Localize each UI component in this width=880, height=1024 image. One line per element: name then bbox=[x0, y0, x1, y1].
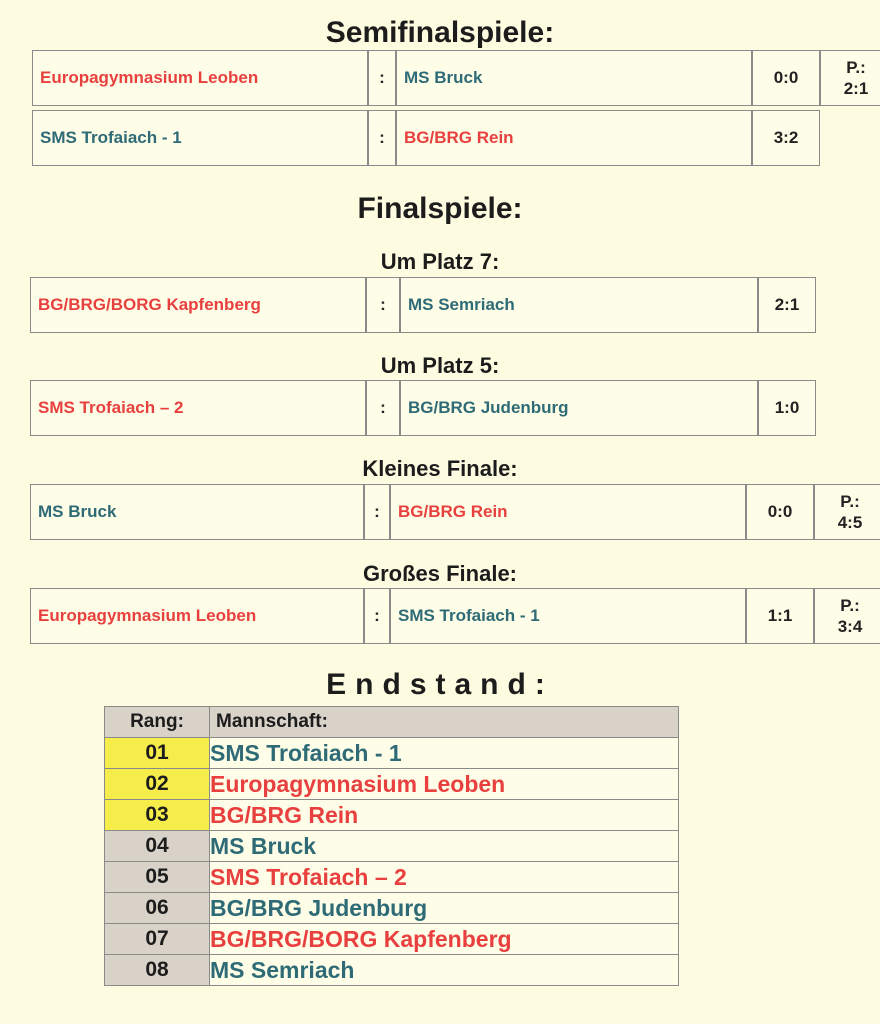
home-team: BG/BRG/BORG Kapfenberg bbox=[30, 277, 366, 333]
big-final-title: Großes Finale: bbox=[362, 561, 518, 586]
colon-separator: : bbox=[368, 110, 396, 166]
team-cell: BG/BRG Rein bbox=[210, 800, 679, 831]
team-cell: Europagymnasium Leoben bbox=[210, 769, 679, 800]
colon-separator: : bbox=[364, 484, 390, 540]
home-team: Europagymnasium Leoben bbox=[32, 50, 368, 106]
place7-match bbox=[30, 277, 800, 333]
team-column-header: Mannschaft: bbox=[210, 707, 679, 738]
rank-cell: 04 bbox=[105, 831, 210, 862]
team-cell: BG/BRG Judenburg bbox=[210, 893, 679, 924]
big-final-match bbox=[30, 588, 863, 644]
colon-separator: : bbox=[366, 380, 400, 436]
away-team: SMS Trofaiach - 1 bbox=[390, 588, 746, 644]
team-cell: BG/BRG/BORG Kapfenberg bbox=[210, 924, 679, 955]
team-cell: MS Bruck bbox=[210, 831, 679, 862]
penalty-value: 3:4 bbox=[837, 617, 863, 636]
away-team: MS Semriach bbox=[400, 277, 758, 333]
colon-separator: : bbox=[368, 50, 396, 106]
match-score: 3:2 bbox=[752, 110, 820, 166]
away-team: BG/BRG Judenburg bbox=[400, 380, 758, 436]
rank-cell: 02 bbox=[105, 769, 210, 800]
match-score: 2:1 bbox=[758, 277, 816, 333]
rank-cell: 07 bbox=[105, 924, 210, 955]
place7-title: Um Platz 7: bbox=[380, 249, 500, 274]
rank-cell: 08 bbox=[105, 955, 210, 986]
table-row bbox=[105, 862, 679, 893]
table-row bbox=[105, 831, 679, 862]
rank-cell: 03 bbox=[105, 800, 210, 831]
penalty-label: P.: bbox=[840, 596, 860, 615]
standings-header-row bbox=[105, 707, 679, 738]
semifinal-match-1 bbox=[32, 50, 869, 106]
team-cell: MS Semriach bbox=[210, 955, 679, 986]
team-cell: SMS Trofaiach – 2 bbox=[210, 862, 679, 893]
rank-column-header: Rang: bbox=[105, 707, 210, 738]
table-row bbox=[105, 769, 679, 800]
place5-match bbox=[30, 380, 800, 436]
penalty-score bbox=[820, 50, 880, 106]
rank-cell: 06 bbox=[105, 893, 210, 924]
colon-separator: : bbox=[366, 277, 400, 333]
semifinals-title: Semifinalspiele: bbox=[325, 16, 555, 49]
penalty-label: P.: bbox=[846, 58, 866, 77]
table-row bbox=[105, 893, 679, 924]
small-final-title: Kleines Finale: bbox=[362, 456, 518, 481]
home-team: Europagymnasium Leoben bbox=[30, 588, 364, 644]
table-row bbox=[105, 738, 679, 769]
rank-cell: 05 bbox=[105, 862, 210, 893]
rank-cell: 01 bbox=[105, 738, 210, 769]
standings-table bbox=[104, 706, 679, 986]
penalty-score bbox=[814, 588, 880, 644]
match-score: 1:0 bbox=[758, 380, 816, 436]
table-row bbox=[105, 800, 679, 831]
semifinal-match-2 bbox=[32, 110, 799, 166]
home-team: MS Bruck bbox=[30, 484, 364, 540]
standings-title: Endstand: bbox=[326, 668, 554, 701]
table-row bbox=[105, 955, 679, 986]
place5-title: Um Platz 5: bbox=[380, 353, 500, 378]
match-score: 0:0 bbox=[752, 50, 820, 106]
home-team: SMS Trofaiach - 1 bbox=[32, 110, 368, 166]
away-team: MS Bruck bbox=[396, 50, 752, 106]
team-cell: SMS Trofaiach - 1 bbox=[210, 738, 679, 769]
match-score: 1:1 bbox=[746, 588, 814, 644]
penalty-score bbox=[814, 484, 880, 540]
table-row bbox=[105, 924, 679, 955]
match-score: 0:0 bbox=[746, 484, 814, 540]
home-team: SMS Trofaiach – 2 bbox=[30, 380, 366, 436]
small-final-match bbox=[30, 484, 863, 540]
penalty-label: P.: bbox=[840, 492, 860, 511]
penalty-value: 4:5 bbox=[837, 513, 863, 532]
standings-body bbox=[105, 738, 679, 986]
finals-title: Finalspiele: bbox=[357, 192, 523, 225]
penalty-value: 2:1 bbox=[843, 79, 869, 98]
away-team: BG/BRG Rein bbox=[390, 484, 746, 540]
colon-separator: : bbox=[364, 588, 390, 644]
away-team: BG/BRG Rein bbox=[396, 110, 752, 166]
